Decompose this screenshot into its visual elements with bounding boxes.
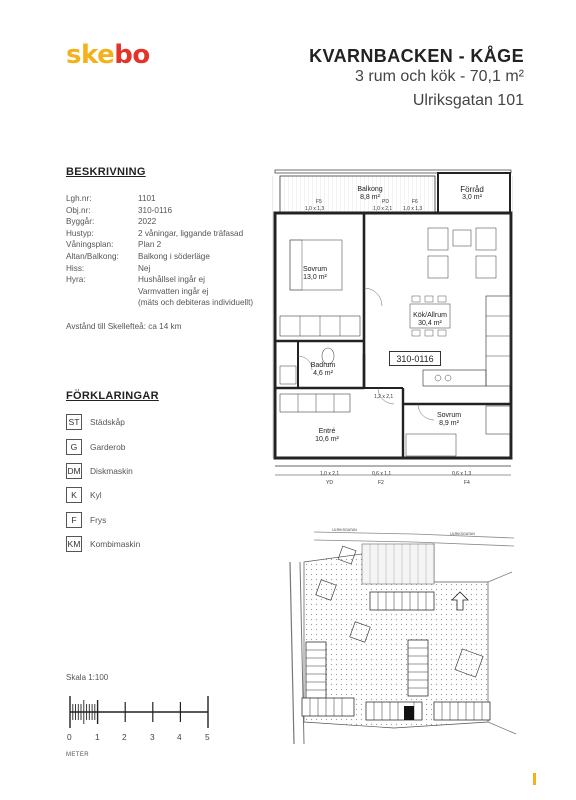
description-value: Varmvatten ingår ej <box>138 286 209 296</box>
scale-tick-3: 3 <box>150 732 155 742</box>
description-key: Hustyp: <box>66 228 94 238</box>
legend-label: Garderob <box>90 441 126 452</box>
description-row <box>66 286 278 298</box>
room-name: Badrum <box>310 362 336 369</box>
legend-code: F <box>66 512 82 528</box>
description-key: Obj.nr: <box>66 205 91 215</box>
description-list <box>66 193 278 309</box>
room-badrum <box>298 362 348 378</box>
description-row <box>66 205 278 217</box>
room-area: 13,0 m² <box>303 274 327 281</box>
legend-item <box>66 434 140 458</box>
forklaringar-heading: FÖRKLARINGAR <box>66 390 159 402</box>
room-name: Balkong <box>357 186 383 193</box>
label-w6: 0,6 x 1,1 <box>372 471 392 477</box>
room-forrad <box>448 186 496 202</box>
room-name: Kök/Allrum <box>413 312 447 319</box>
legend-label: Frys <box>90 514 107 525</box>
legend-item <box>66 532 140 556</box>
scale-bar <box>62 690 217 730</box>
scale-tick-0: 0 <box>67 732 72 742</box>
description-value: Balkong i söderläge <box>138 251 210 261</box>
site-plan <box>284 522 520 744</box>
description-row <box>66 251 278 263</box>
distance-text: Avstånd till Skellefteå: ca 14 km <box>66 322 182 331</box>
legend-code: ST <box>66 414 82 430</box>
label-w7: 0,6 x 1,3 <box>452 471 472 477</box>
legend-item <box>66 459 140 483</box>
legend <box>66 410 140 556</box>
label-f6: F6 <box>412 199 418 205</box>
label-f2: F2 <box>378 480 384 486</box>
legend-code: G <box>66 439 82 455</box>
description-row <box>66 263 278 275</box>
logo-part-bo: bo <box>114 40 150 70</box>
room-area: 10,6 m² <box>315 436 339 443</box>
room-name: Entré <box>318 428 336 435</box>
legend-label: Diskmaskin <box>90 465 133 476</box>
room-area: 4,6 m² <box>313 370 333 377</box>
page-marker <box>533 773 536 785</box>
page-title: KVARNBACKEN - KÅGE <box>309 46 524 66</box>
room-balkong <box>340 186 400 202</box>
description-value: Hushållsel ingår ej <box>138 275 205 285</box>
scale-tick-5: 5 <box>205 732 210 742</box>
label-w1: 1,0 x 1,3 <box>305 206 325 212</box>
legend-item <box>66 483 140 507</box>
description-value: 1101 <box>138 194 156 203</box>
description-value: Nej <box>138 263 151 273</box>
room-sovrum-1 <box>290 266 340 282</box>
legend-item <box>66 508 140 532</box>
room-entre <box>302 428 352 444</box>
street-label-2: ULRIKSGATAN <box>450 532 475 536</box>
description-row <box>66 297 278 309</box>
scale-label: Skala 1:100 <box>66 673 109 682</box>
description-key: Lgh.nr: <box>66 194 92 203</box>
logo-part-ske: ske <box>66 40 115 70</box>
skebo-logo <box>66 42 150 68</box>
legend-label: Kyl <box>90 490 102 501</box>
scale-unit: METER <box>66 752 89 758</box>
description-key: Byggår: <box>66 217 95 227</box>
description-row <box>66 239 278 251</box>
legend-label: Kombimaskin <box>90 539 141 550</box>
room-area: 8,8 m² <box>360 194 380 201</box>
street-label-1: ULRIKSGATAN <box>332 528 357 532</box>
label-pd: PD <box>382 199 389 205</box>
scale-tick-4: 4 <box>177 732 182 742</box>
description-row <box>66 228 278 240</box>
label-w2: 1,0 x 2,1 <box>373 206 393 212</box>
legend-code: K <box>66 487 82 503</box>
room-name: Sovrum <box>302 266 328 273</box>
description-key: Hyra: <box>66 275 86 285</box>
description-key <box>66 297 138 309</box>
beskrivning-heading: BESKRIVNING <box>66 166 146 178</box>
legend-label: Städskåp <box>90 417 125 428</box>
label-d3: 1,2 x 2,1 <box>374 394 394 400</box>
apartment-size: 3 rum och kök - 70,1 m² <box>355 68 524 85</box>
description-key: Våningsplan: <box>66 240 114 250</box>
label-f5: F5 <box>316 199 322 205</box>
description-value: Plan 2 <box>138 240 162 250</box>
description-value: 2022 <box>138 217 157 227</box>
room-name: Förråd <box>460 185 484 194</box>
room-area: 3,0 m² <box>462 194 482 201</box>
description-row <box>66 193 278 205</box>
label-yd: YD <box>326 480 333 486</box>
description-key: Altan/Balkong: <box>66 251 119 261</box>
description-key <box>66 286 138 298</box>
description-row <box>66 216 278 228</box>
scale-tick-2: 2 <box>122 732 127 742</box>
room-sovrum-2 <box>424 412 474 428</box>
scale-tick-1: 1 <box>95 732 100 742</box>
legend-code: KM <box>66 536 82 552</box>
description-key: Hiss: <box>66 263 85 273</box>
description-value: 2 våningar, liggande träfasad <box>138 228 244 238</box>
legend-item <box>66 410 140 434</box>
description-value: (mäts och debiteras individuellt) <box>138 298 254 308</box>
room-name: Sovrum <box>436 412 462 419</box>
legend-code: DM <box>66 463 82 479</box>
address: Ulriksgatan 101 <box>412 92 524 109</box>
label-w4: 1,0 x 1,3 <box>403 206 423 212</box>
room-area: 30,4 m² <box>418 320 442 327</box>
description-value: 310-0116 <box>138 205 172 215</box>
room-kok-allrum <box>400 312 460 328</box>
label-w5: 1,0 x 2,1 <box>320 471 340 477</box>
description-row <box>66 274 278 286</box>
apartment-number-tag: 310-0116 <box>389 351 441 366</box>
label-f4: F4 <box>464 480 470 486</box>
room-area: 8,9 m² <box>439 420 459 427</box>
